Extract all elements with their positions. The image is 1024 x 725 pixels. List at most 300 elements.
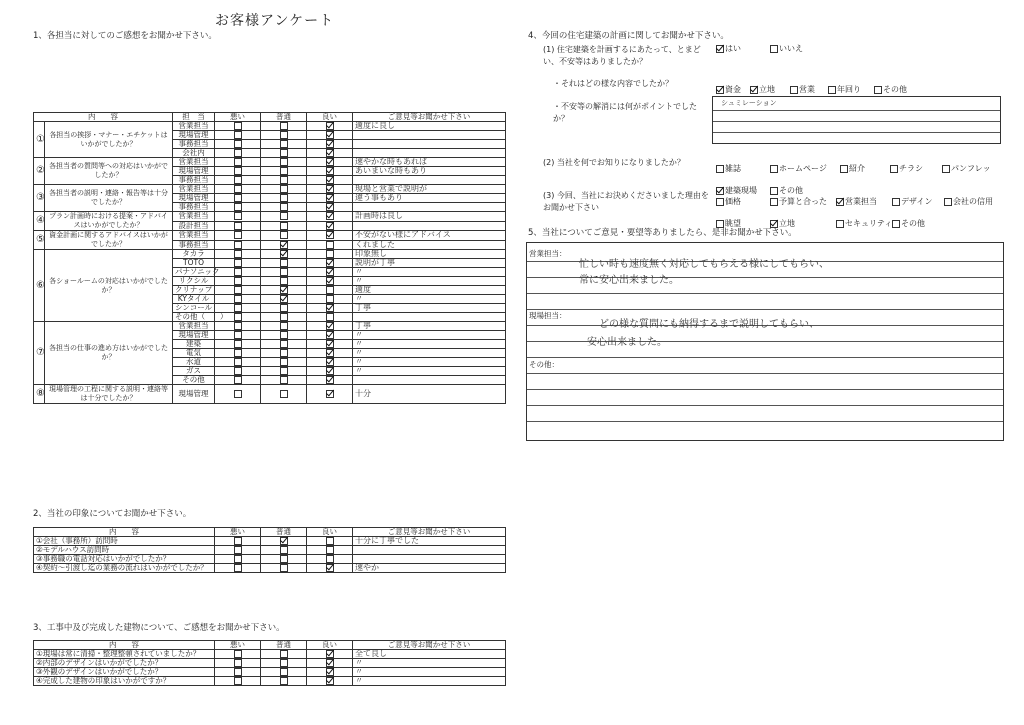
option-label: パンフレッ [951, 164, 991, 173]
bad-cell [215, 176, 261, 185]
staff-label: 営業担当 [173, 122, 215, 131]
q1-no-checkbox[interactable] [770, 45, 778, 53]
option-label: 紹介 [849, 164, 865, 173]
option-checkbox[interactable] [790, 86, 798, 94]
staff-label: 営業担当 [173, 322, 215, 331]
doc-title: お客様アンケート [215, 13, 335, 29]
bad-checkbox[interactable] [234, 677, 242, 685]
good-checkbox[interactable] [326, 277, 334, 285]
bad-checkbox[interactable] [234, 537, 242, 545]
comment-cell[interactable]: 不安がない様にアドバイス [353, 231, 506, 241]
section-2-title: 2、当社の印象についてお聞かせ下さい。 [33, 509, 192, 519]
bad-checkbox[interactable] [234, 231, 242, 239]
comment-cell[interactable] [353, 376, 506, 385]
comment-cell[interactable]: 速やか [353, 564, 506, 573]
option-checkbox[interactable] [770, 198, 778, 206]
header-normal: 普通 [261, 641, 307, 650]
normal-checkbox[interactable] [280, 677, 288, 685]
normal-cell [261, 149, 307, 158]
good-checkbox[interactable] [326, 677, 334, 685]
bad-cell [215, 677, 261, 686]
section-1-title: 1、各担当に対してのご感想をお聞かせ下さい。 [33, 31, 217, 41]
comment-cell[interactable] [353, 131, 506, 140]
bad-cell [215, 295, 261, 304]
comment-cell[interactable]: 〃 [353, 677, 506, 686]
header-bad: 悪い [215, 641, 261, 650]
comment-cell[interactable]: 〃 [353, 331, 506, 340]
normal-checkbox[interactable] [280, 222, 288, 230]
staff-label: 現場管理 [173, 131, 215, 140]
group-question: 各担当の挨拶・マナー・エチケットはいかがでしたか？ [45, 122, 173, 158]
option[interactable] [770, 163, 840, 174]
staff-label: リクシル [173, 277, 215, 286]
sales-comment-line2: 常に安心出来ました。 [579, 275, 679, 286]
group-number: ⑧ [34, 385, 45, 404]
normal-checkbox[interactable] [280, 122, 288, 130]
bad-cell [215, 122, 261, 131]
group-number: ⑤ [34, 231, 45, 250]
option-label: 予算と合った [779, 197, 827, 206]
normal-checkbox[interactable] [280, 331, 288, 339]
bad-checkbox[interactable] [234, 650, 242, 658]
good-checkbox[interactable] [326, 390, 334, 398]
staff-label: 水道 [173, 358, 215, 367]
bad-cell [215, 167, 261, 176]
bad-checkbox[interactable] [234, 322, 242, 330]
bad-checkbox[interactable] [234, 277, 242, 285]
bad-checkbox[interactable] [234, 167, 242, 175]
normal-cell [261, 650, 307, 659]
staff-label: 設計担当 [173, 221, 215, 231]
staff-label: ガス [173, 367, 215, 376]
good-checkbox[interactable] [326, 286, 334, 294]
section-5-title: 5、当社についてご意見・要望等ありましたら、是非お聞かせ下さい。 [528, 228, 797, 238]
option[interactable] [942, 163, 1012, 174]
table-row [34, 677, 506, 686]
option-checkbox[interactable] [716, 86, 724, 94]
normal-cell [261, 185, 307, 194]
option-label: 営業 [799, 85, 815, 94]
group-question: 各担当者の質問等への対応はいかがでしたか？ [45, 158, 173, 185]
other-label: その他： [529, 360, 559, 369]
comment-cell[interactable]: 計画時は良し [353, 212, 506, 222]
comment-cell[interactable]: 〃 [353, 349, 506, 358]
comment-cell[interactable]: 適度に良し [353, 122, 506, 131]
bad-cell [215, 555, 261, 564]
q1-yes-checkbox[interactable] [716, 45, 724, 53]
bad-cell [215, 140, 261, 149]
option-checkbox[interactable] [892, 198, 900, 206]
group-question: 現場管理の工程に関する説明・連絡等は十分でしたか？ [45, 385, 173, 404]
normal-checkbox[interactable] [280, 295, 288, 303]
option-checkbox[interactable] [716, 165, 724, 173]
bad-checkbox[interactable] [234, 131, 242, 139]
option[interactable] [750, 84, 790, 95]
option[interactable] [716, 163, 770, 174]
comment-cell[interactable]: 現場と営業で説明が [353, 185, 506, 194]
staff-label: 現場管理 [173, 167, 215, 176]
bad-checkbox[interactable] [234, 659, 242, 667]
option-checkbox[interactable] [890, 165, 898, 173]
good-cell [307, 677, 353, 686]
bad-cell [215, 250, 261, 259]
question-label: ②モデルハウス訪問時 [34, 546, 215, 555]
header-bad: 悪い [215, 113, 261, 122]
option-checkbox[interactable] [836, 198, 844, 206]
sales-comment-line1: 忙しい時も速度無く対応してもらえる様にしてもらい、 [579, 259, 829, 270]
bad-checkbox[interactable] [234, 222, 242, 230]
header-normal: 普通 [261, 113, 307, 122]
q1-no-option[interactable] [770, 43, 803, 54]
normal-checkbox[interactable] [280, 537, 288, 545]
normal-checkbox[interactable] [280, 185, 288, 193]
option-checkbox[interactable] [828, 86, 836, 94]
bad-checkbox[interactable] [234, 358, 242, 366]
bad-checkbox[interactable] [234, 241, 242, 249]
good-checkbox[interactable] [326, 546, 334, 554]
normal-cell [261, 564, 307, 573]
normal-checkbox[interactable] [280, 158, 288, 166]
normal-checkbox[interactable] [280, 564, 288, 572]
staff-label: シンコール [173, 304, 215, 313]
comment-cell[interactable]: 〃 [353, 358, 506, 367]
bad-cell [215, 349, 261, 358]
staff-label: 事務担当 [173, 240, 215, 250]
normal-checkbox[interactable] [280, 322, 288, 330]
normal-checkbox[interactable] [280, 140, 288, 148]
group-number: ② [34, 158, 45, 185]
q1-no-label: いいえ [779, 44, 803, 53]
staff-label: 事務担当 [173, 176, 215, 185]
normal-checkbox[interactable] [280, 555, 288, 563]
header-staff: 担 当 [173, 113, 215, 122]
q1c-answer-box[interactable] [712, 96, 1001, 144]
comment-cell[interactable]: 〃 [353, 268, 506, 277]
bad-checkbox[interactable] [234, 122, 242, 130]
option-label: 会社の信用 [953, 197, 993, 206]
bad-checkbox[interactable] [234, 286, 242, 294]
comment-cell[interactable]: 速やかな時もあれば [353, 158, 506, 167]
section-5-comment-box[interactable] [526, 242, 1004, 441]
section-1-table [33, 112, 506, 404]
staff-label: 営業担当 [173, 212, 215, 222]
normal-cell [261, 131, 307, 140]
normal-checkbox[interactable] [280, 231, 288, 239]
staff-label: タカラ [173, 250, 215, 259]
option[interactable] [836, 218, 892, 229]
bad-cell [215, 240, 261, 250]
good-checkbox[interactable] [326, 537, 334, 545]
option-label: 立地 [759, 85, 775, 94]
bad-checkbox[interactable] [234, 546, 242, 554]
bad-cell [215, 259, 261, 268]
staff-label: パナソニック [173, 268, 215, 277]
normal-checkbox[interactable] [280, 349, 288, 357]
normal-checkbox[interactable] [280, 167, 288, 175]
comment-cell[interactable]: くれました [353, 240, 506, 250]
option[interactable] [892, 218, 952, 229]
staff-label: 建築 [173, 340, 215, 349]
comment-cell[interactable]: 適度 [353, 286, 506, 295]
staff-label: 営業担当 [173, 158, 215, 167]
comment-cell[interactable]: 〃 [353, 367, 506, 376]
good-cell [307, 546, 353, 555]
normal-checkbox[interactable] [280, 149, 288, 157]
bad-checkbox[interactable] [234, 149, 242, 157]
question-label: ②内部のデザインはいかがでしたか？ [34, 659, 215, 668]
bad-checkbox[interactable] [234, 304, 242, 312]
q1-yes-option[interactable] [716, 43, 741, 54]
bad-checkbox[interactable] [234, 140, 242, 148]
comment-cell[interactable]: 〃 [353, 659, 506, 668]
bad-checkbox[interactable] [234, 212, 242, 220]
comment-cell[interactable] [353, 546, 506, 555]
question-label: ③外観のデザインはいかがでしたか？ [34, 668, 215, 677]
bad-checkbox[interactable] [234, 313, 242, 321]
good-checkbox[interactable] [326, 376, 334, 384]
normal-cell [261, 677, 307, 686]
normal-cell [261, 304, 307, 313]
bad-cell [215, 367, 261, 376]
option-checkbox[interactable] [716, 198, 724, 206]
staff-label: クリナップ [173, 286, 215, 295]
option[interactable] [790, 84, 828, 95]
question-label: ④完成した建物の印象はいかがですか？ [34, 677, 215, 686]
good-checkbox[interactable] [326, 212, 334, 220]
normal-cell [261, 385, 307, 404]
header-normal: 普通 [261, 528, 307, 537]
normal-checkbox[interactable] [280, 668, 288, 676]
bad-checkbox[interactable] [234, 564, 242, 572]
good-cell [307, 376, 353, 385]
option-label: 建築現場 [725, 186, 757, 195]
group-number: ④ [34, 212, 45, 231]
good-checkbox[interactable] [326, 304, 334, 312]
bad-cell [215, 340, 261, 349]
normal-cell [261, 295, 307, 304]
option-label: 眺望 [725, 219, 741, 228]
header-row [34, 113, 506, 122]
bad-cell [215, 650, 261, 659]
header-good: 良い [307, 528, 353, 537]
bad-cell [215, 358, 261, 367]
question-label: ①会社（事務所）訪問時 [34, 537, 215, 546]
normal-checkbox[interactable] [280, 659, 288, 667]
comment-cell[interactable]: 〃 [353, 668, 506, 677]
bad-checkbox[interactable] [234, 295, 242, 303]
bad-checkbox[interactable] [234, 250, 242, 258]
option-label: デザイン [901, 197, 933, 206]
good-cell [307, 537, 353, 546]
bad-checkbox[interactable] [234, 194, 242, 202]
option-label: 価格 [725, 197, 741, 206]
normal-cell [261, 268, 307, 277]
normal-cell [261, 203, 307, 212]
option[interactable] [840, 163, 890, 174]
option[interactable] [716, 84, 750, 95]
option[interactable] [836, 196, 892, 207]
option-checkbox[interactable] [874, 86, 882, 94]
staff-label: 会社内 [173, 149, 215, 158]
normal-cell [261, 340, 307, 349]
option[interactable] [716, 196, 770, 207]
question-label: ③事務職の電話対応はいかがでしたか？ [34, 555, 215, 564]
bad-checkbox[interactable] [234, 555, 242, 563]
normal-checkbox[interactable] [280, 390, 288, 398]
comment-cell[interactable]: 丁寧 [353, 304, 506, 313]
question-label: ④契約～引渡し迄の業務の流れはいかがでしたか？ [34, 564, 215, 573]
comment-cell[interactable]: 違う事もあり [353, 194, 506, 203]
section-3-title: 3、工事中及び完成した建物について、ご感想をお聞かせ下さい。 [33, 623, 285, 633]
option-checkbox[interactable] [942, 165, 950, 173]
comment-cell[interactable]: あいまいな時もあり [353, 167, 506, 176]
normal-checkbox[interactable] [280, 367, 288, 375]
normal-cell [261, 176, 307, 185]
section-4-title: 4、今回の住宅建築の計画に関してお聞かせ下さい。 [528, 31, 729, 41]
normal-cell [261, 194, 307, 203]
option[interactable] [892, 196, 944, 207]
table-row [34, 385, 506, 404]
normal-checkbox[interactable] [280, 313, 288, 321]
normal-checkbox[interactable] [280, 250, 288, 258]
q1-label: (1) 住宅建築を計画するにあたって、とまどい、不安等はありましたか？ [543, 45, 701, 66]
option-label: 雑誌 [725, 164, 741, 173]
option-checkbox[interactable] [840, 165, 848, 173]
staff-label: TOTO [173, 259, 215, 268]
section-3-table [33, 640, 506, 686]
option[interactable] [874, 84, 914, 95]
normal-checkbox[interactable] [280, 546, 288, 554]
normal-checkbox[interactable] [280, 358, 288, 366]
normal-cell [261, 358, 307, 367]
normal-checkbox[interactable] [280, 268, 288, 276]
comment-cell[interactable]: 説明が丁寧 [353, 259, 506, 268]
normal-cell [261, 122, 307, 131]
normal-cell [261, 212, 307, 222]
normal-cell [261, 668, 307, 677]
option-label: その他 [883, 85, 907, 94]
staff-label: 営業担当 [173, 231, 215, 241]
bad-checkbox[interactable] [234, 176, 242, 184]
bad-checkbox[interactable] [234, 268, 242, 276]
normal-cell [261, 659, 307, 668]
bad-checkbox[interactable] [234, 259, 242, 267]
bad-cell [215, 131, 261, 140]
normal-checkbox[interactable] [280, 650, 288, 658]
comment-cell[interactable]: 全て良し [353, 650, 506, 659]
header-content: 内 容 [34, 113, 173, 122]
good-cell [307, 286, 353, 295]
bad-cell [215, 268, 261, 277]
bad-cell [215, 277, 261, 286]
normal-checkbox[interactable] [280, 304, 288, 312]
header-content: 内 容 [34, 528, 215, 537]
comment-cell[interactable] [353, 140, 506, 149]
good-cell [307, 564, 353, 573]
option-checkbox[interactable] [770, 165, 778, 173]
bad-cell [215, 149, 261, 158]
bad-checkbox[interactable] [234, 390, 242, 398]
bad-cell [215, 203, 261, 212]
bad-checkbox[interactable] [234, 331, 242, 339]
option-checkbox[interactable] [944, 198, 952, 206]
bad-checkbox[interactable] [234, 185, 242, 193]
comment-cell[interactable]: 〃 [353, 295, 506, 304]
normal-checkbox[interactable] [280, 212, 288, 220]
option-checkbox[interactable] [836, 220, 844, 228]
comment-cell[interactable] [353, 313, 506, 322]
bad-checkbox[interactable] [234, 668, 242, 676]
header-content: 内 容 [34, 641, 215, 650]
section-2-table [33, 527, 506, 573]
question-label: ①現場は常に清掃・整理整頓されていましたか？ [34, 650, 215, 659]
bad-checkbox[interactable] [234, 367, 242, 375]
comment-cell[interactable]: 十分に丁寧でした [353, 537, 506, 546]
bad-cell [215, 331, 261, 340]
bad-checkbox[interactable] [234, 203, 242, 211]
staff-label: その他 [173, 376, 215, 385]
normal-cell [261, 221, 307, 231]
group-question: 各担当者の説明・連絡・報告等は十分でしたか？ [45, 185, 173, 212]
comment-cell[interactable]: 丁寧 [353, 322, 506, 331]
option[interactable] [944, 196, 1016, 207]
normal-checkbox[interactable] [280, 203, 288, 211]
option[interactable] [770, 196, 836, 207]
bad-cell [215, 194, 261, 203]
bad-checkbox[interactable] [234, 376, 242, 384]
comment-cell[interactable]: 十分 [353, 385, 506, 404]
good-checkbox[interactable] [326, 231, 334, 239]
staff-label: 事務担当 [173, 140, 215, 149]
staff-label: 事務担当 [173, 203, 215, 212]
good-checkbox[interactable] [326, 241, 334, 249]
comment-cell[interactable]: 〃 [353, 277, 506, 286]
q1c-answer: シュミレーション [721, 99, 777, 107]
normal-checkbox[interactable] [280, 194, 288, 202]
option-checkbox[interactable] [750, 86, 758, 94]
option-checkbox[interactable] [892, 220, 900, 228]
option-label: 立地 [779, 219, 795, 228]
site-comment-line2: 安心出来ました。 [587, 337, 667, 348]
staff-label: その他（ ） [173, 313, 215, 322]
comment-cell[interactable]: 印象無し [353, 250, 506, 259]
comment-cell[interactable]: 〃 [353, 340, 506, 349]
normal-checkbox[interactable] [280, 340, 288, 348]
bad-checkbox[interactable] [234, 158, 242, 166]
bad-checkbox[interactable] [234, 349, 242, 357]
option[interactable] [828, 84, 874, 95]
bad-cell [215, 564, 261, 573]
table-row [34, 564, 506, 573]
normal-checkbox[interactable] [280, 131, 288, 139]
group-question: 各ショールームの対応はいかがでしたか？ [45, 250, 173, 322]
bad-cell [215, 546, 261, 555]
option[interactable] [890, 163, 942, 174]
q2-label: (2) 当社を何でお知りになりましたか？ [543, 158, 685, 167]
bad-cell [215, 158, 261, 167]
q1-yes-label: はい [725, 44, 741, 53]
good-cell [307, 304, 353, 313]
normal-checkbox[interactable] [280, 259, 288, 267]
normal-cell [261, 250, 307, 259]
normal-checkbox[interactable] [280, 376, 288, 384]
normal-checkbox[interactable] [280, 176, 288, 184]
option-label: その他 [901, 219, 925, 228]
good-checkbox[interactable] [326, 564, 334, 572]
normal-cell [261, 546, 307, 555]
option-label: セキュリティ [845, 219, 893, 228]
bad-checkbox[interactable] [234, 340, 242, 348]
